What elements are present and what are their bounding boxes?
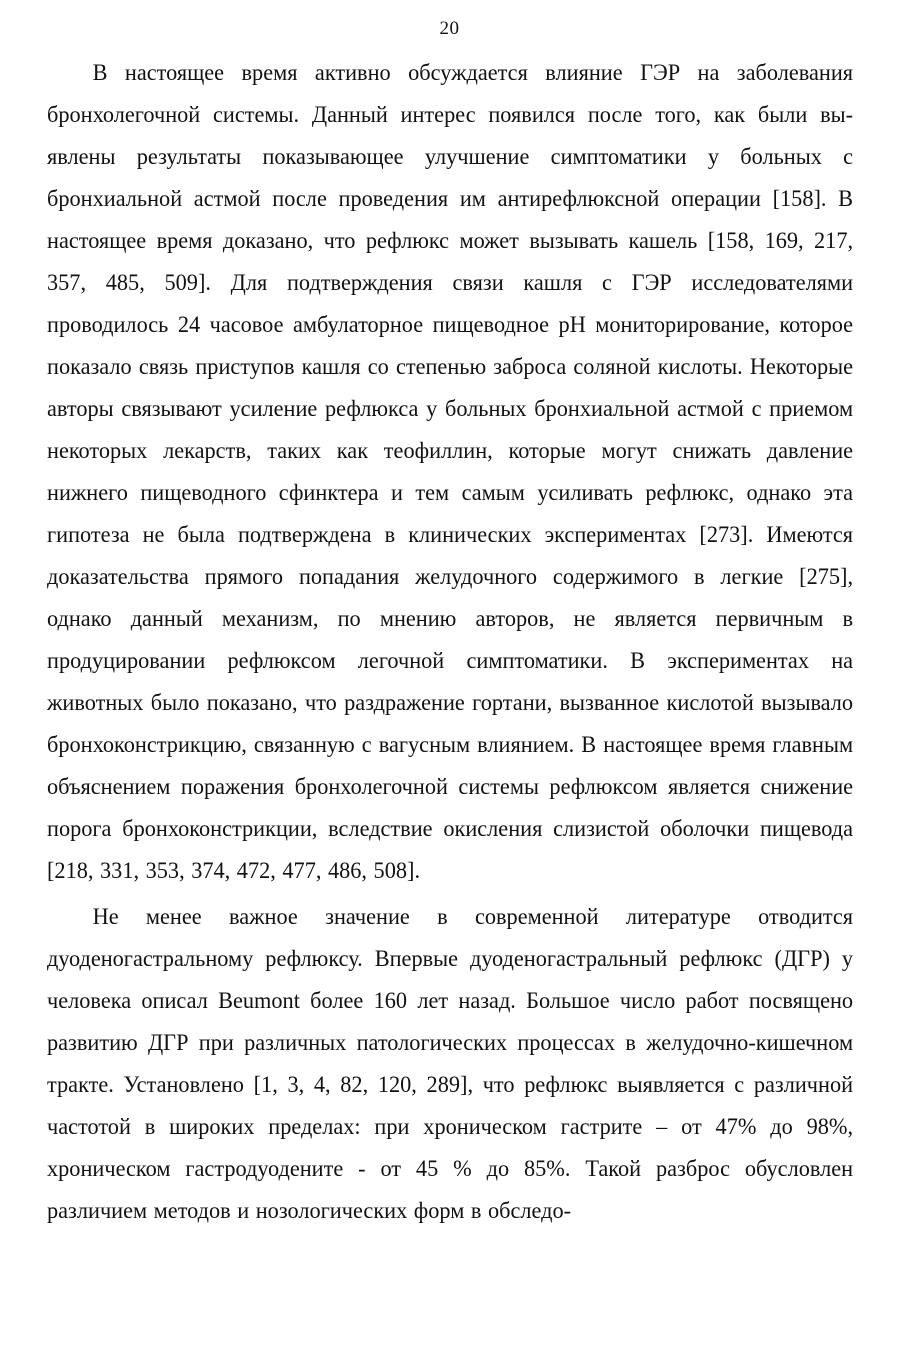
paragraph-duodenogastric-reflux: Не менее важное значение в современной литературе отводится дуоденогастральному рефлюксу. Впервые дуоденогастральный рефлюкс (ДГР) у человека описал Beumont более 160 лет назад. Большое число работ посвящено развитию ДГР при различных патологических процессах в желудочно-кишечном тракте. Установлено [1, 3, 4, 82, 120, 289], что рефлюкс выявляется с различной частотой в широких пределах: при хроническом гастрите – от 47% до 98%, хроническом гастродуодените - от 45 % до 85%. Такой разброс обусловлен различием методов и нозологических форм в обследо-	[47, 904, 854, 1223]
body-text	[47, 52, 853, 1232]
paragraph-gerd-bronchopulmonary: В настоящее время активно обсуждается влияние ГЭР на заболевания бронхолегочной системы. Данный интерес появился после того, как были выявлены результаты показывающее улучшение симптоматики у больных с бронхиальной астмой после проведения им антирефлюксной операции [158]. В настоящее время доказано, что рефлюкс может вызывать кашель [158, 169, 217, 357, 485, 509]. Для подтверждения связи кашля с ГЭР исследователями проводилось 24 часовое амбулаторное пищеводное pH мониторирование, которое показало связь приступов кашля со степенью заброса соляной кислоты. Некоторые авторы связывают усиление рефлюкса у больных бронхиальной астмой с приемом некоторых лекарств, таких как теофиллин, которые могут снижать давление нижнего пищеводного сфинктера и тем самым усиливать рефлюкс, однако эта гипотеза не была подтверждена в клинических экспериментах [273]. Имеются доказательства прямого попадания желудочного содержимого в легкие [275], однако данный механизм, по мнению авторов, не является первичным в продуцировании рефлюксом легочной симптоматики. В экспериментах на животных было показано, что раздражение гортани, вызванное кислотой вызывало бронхоконстрикцию, связанную с вагусным влиянием. В настоящее время главным объяснением поражения бронхолегочной системы рефлюксом является снижение порога бронхоконстрикции, вследствие окисления слизистой оболочки пищевода [218, 331, 353, 374, 472, 477, 486, 508].	[47, 60, 854, 883]
page-number: 20	[439, 18, 460, 39]
